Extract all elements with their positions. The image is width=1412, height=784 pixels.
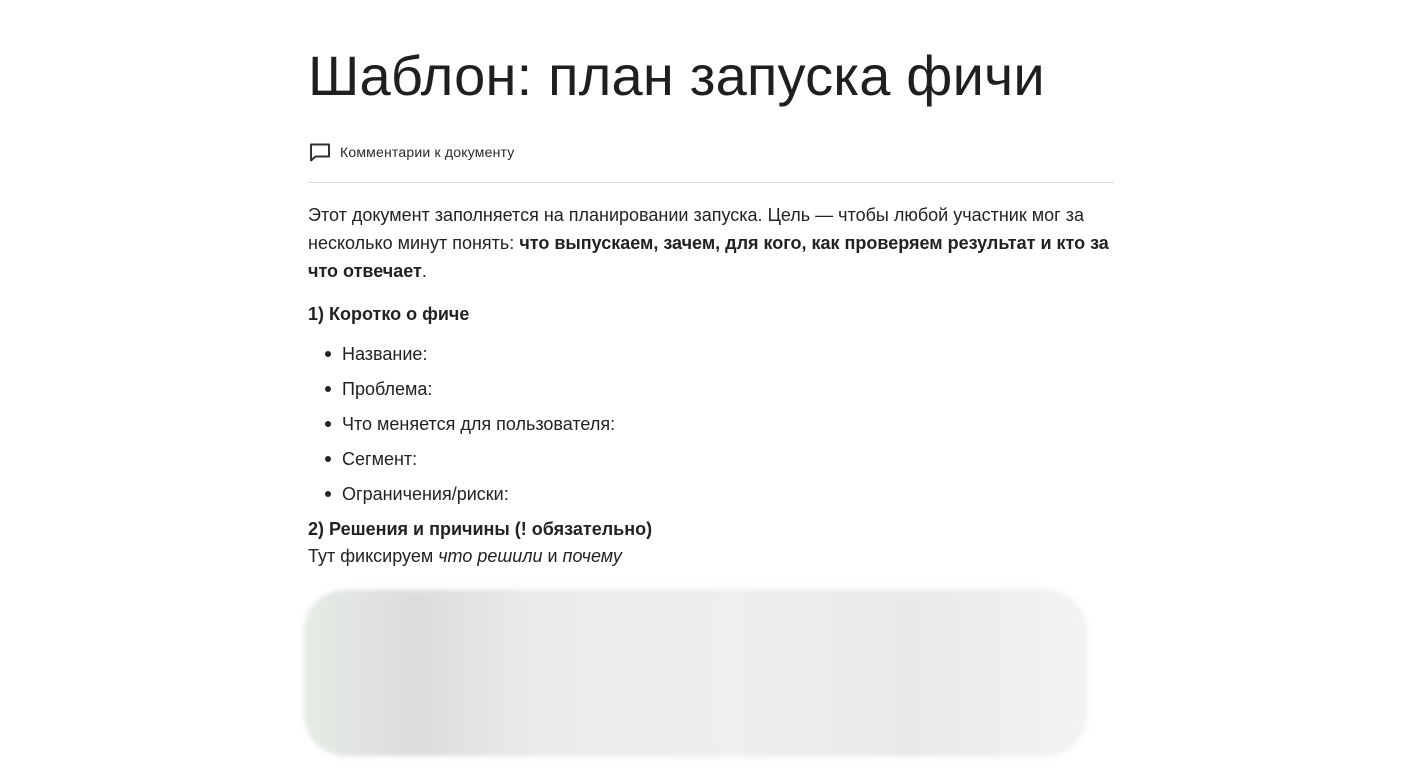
list-item: Что меняется для пользователя: bbox=[342, 411, 1114, 437]
note-text-and: и bbox=[542, 546, 563, 566]
note-italic-what: что решили bbox=[438, 546, 543, 566]
comment-icon bbox=[308, 140, 332, 164]
list-item: Ограничения/риски: bbox=[342, 481, 1114, 507]
intro-text-end: . bbox=[421, 261, 427, 281]
document-comments-button[interactable] bbox=[308, 138, 1114, 166]
intro-paragraph bbox=[308, 201, 1114, 285]
decisions-note bbox=[308, 542, 1114, 570]
list-item: Сегмент: bbox=[342, 446, 1114, 472]
section-heading-decisions: 2) Решения и причины (! обязательно) bbox=[308, 519, 653, 539]
intro-text: Этот документ заполняется на планировании запуска. Цель — чтобы любой участник мог за несколько минут понять: bbox=[308, 205, 1084, 253]
list-item: Название: bbox=[342, 341, 1114, 367]
blurred-content-block bbox=[304, 590, 1087, 756]
note-text: Тут фиксируем bbox=[308, 546, 439, 566]
page-title: Шаблон: план запуска фичи bbox=[308, 44, 1045, 107]
comments-label: Комментарии к документу bbox=[340, 144, 515, 160]
feature-fields-list bbox=[308, 341, 1114, 507]
note-italic-why: почему bbox=[562, 546, 622, 566]
list-item: Проблема: bbox=[342, 376, 1114, 402]
divider bbox=[308, 182, 1114, 183]
section-heading-short-about-feature: 1) Коротко о фиче bbox=[308, 304, 470, 324]
document bbox=[308, 0, 1114, 570]
intro-bold-text: что выпускаем, зачем, для кого, как проверяем результат и кто за что отвечает bbox=[308, 233, 1109, 281]
